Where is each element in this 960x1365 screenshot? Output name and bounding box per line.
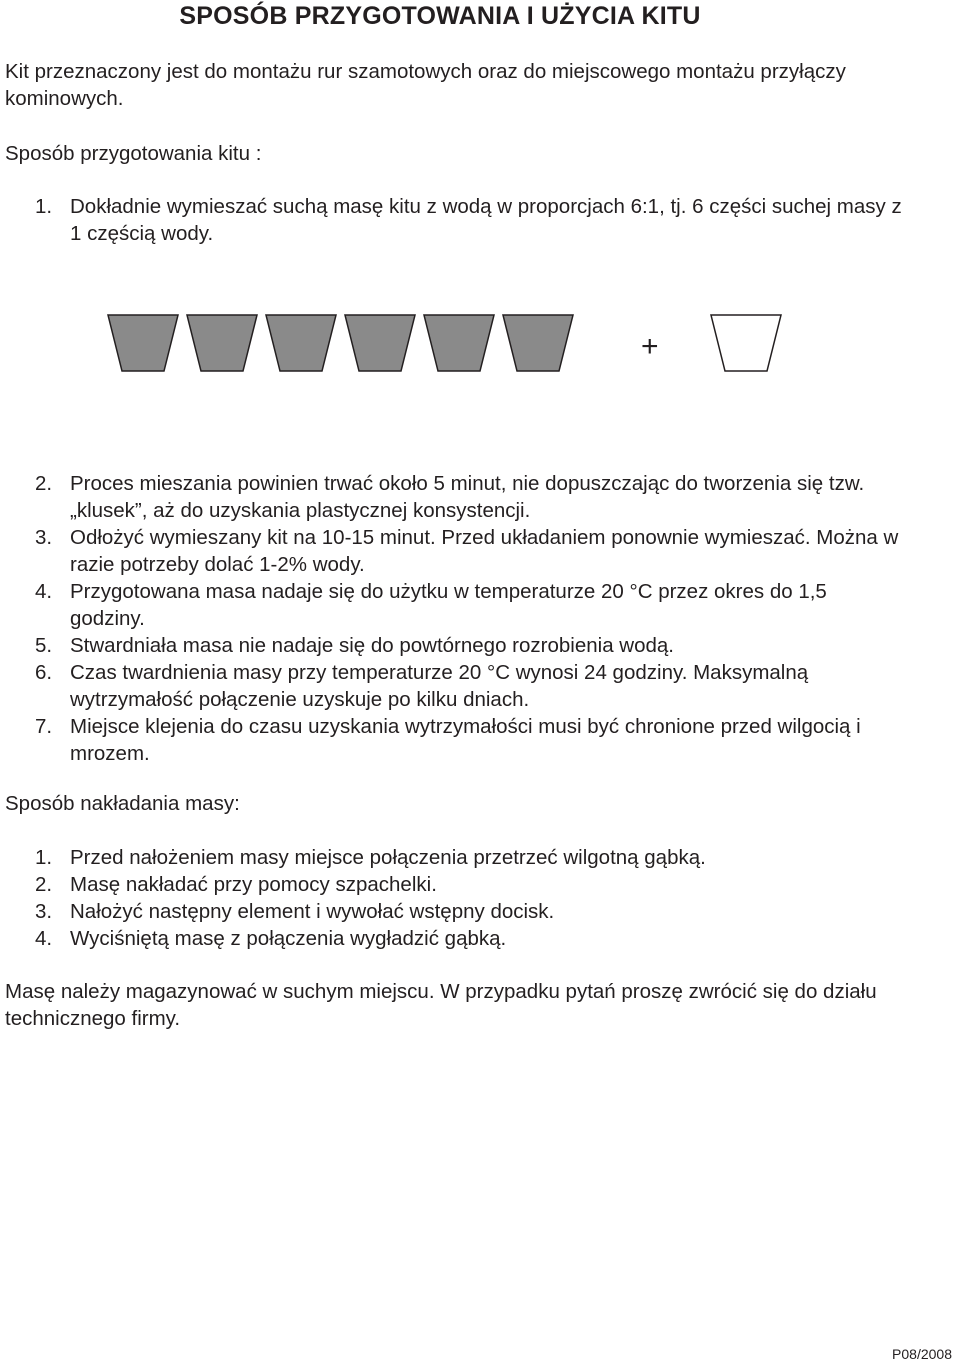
dry-mass-cup-icon: [345, 315, 415, 371]
list-item-text: Nałożyć następny element i wywołać wstępny docisk.: [70, 900, 555, 923]
list-item: [5, 844, 905, 871]
preparation-heading: Sposób przygotowania kitu :: [5, 142, 262, 165]
list-item-number: 2.: [35, 873, 53, 896]
list-item-text: Przygotowana masa nadaje się do użytku w temperaturze 20 °C przez okres do 1,5 godziny.: [70, 580, 827, 630]
dry-mass-cup-icon: [424, 315, 494, 371]
list-item-number: 6.: [35, 661, 53, 684]
list-item: [5, 871, 905, 898]
list-item: [5, 659, 905, 713]
list-item-number: 4.: [35, 580, 53, 603]
list-item-text: Odłożyć wymieszany kit na 10-15 minut. Przed układaniem ponownie wymieszać. Można w razie potrzeby dolać 1-2% wody.: [70, 526, 899, 576]
intro-paragraph: Kit przeznaczony jest do montażu rur szamotowych oraz do miejscowego montażu przyłączy kominowych.: [5, 60, 846, 110]
list-item: [5, 470, 905, 524]
closing-paragraph: Masę należy magazynować w suchym miejscu. W przypadku pytań proszę zwrócić się do działu technicznego firmy.: [5, 980, 877, 1030]
list-item-number: 4.: [35, 927, 53, 950]
list-item: [5, 632, 905, 659]
list-item: [5, 898, 905, 925]
dry-mass-cup-icon: [503, 315, 573, 371]
list-item-text: Dokładnie wymieszać suchą masę kitu z wodą w proporcjach 6:1, tj. 6 części suchej masy z 1 częścią wody.: [70, 195, 902, 245]
list-item-text: Przed nałożeniem masy miejsce połączenia przetrzeć wilgotną gąbką.: [70, 846, 706, 869]
list-item: [5, 713, 905, 767]
list-item-number: 3.: [35, 900, 53, 923]
water-cup-icon: [711, 315, 781, 371]
list-item-text: Stwardniała masa nie nadaje się do powtórnego rozrobienia wodą.: [70, 634, 674, 657]
page-title: SPOSÓB PRZYGOTOWANIA I UŻYCIA KITU: [179, 2, 701, 30]
footer-code: P08/2008: [892, 1346, 952, 1362]
list-item-number: 1.: [35, 846, 53, 869]
preparation-steps-list: [5, 470, 905, 767]
list-item-text: Masę nakładać przy pomocy szpachelki.: [70, 873, 437, 896]
list-item-text: Proces mieszania powinien trwać około 5 minut, nie dopuszczając do tworzenia się tzw. „klusek”, aż do uzyskania plastycznej konsystencji.: [70, 472, 865, 522]
dry-mass-cup-icon: [108, 315, 178, 371]
preparation-step-1: [5, 193, 905, 247]
list-item-number: 3.: [35, 526, 53, 549]
application-heading: Sposób nakładania masy:: [5, 792, 240, 815]
list-item: [5, 925, 905, 952]
list-item: [5, 578, 905, 632]
mix-ratio-diagram: [100, 305, 800, 385]
dry-mass-cup-icon: [187, 315, 257, 371]
application-steps-list: [5, 844, 905, 952]
list-item-number: 5.: [35, 634, 53, 657]
dry-mass-cup-icon: [266, 315, 336, 371]
list-item-number: 7.: [35, 715, 53, 738]
plus-sign: +: [641, 330, 659, 363]
list-item-number: 2.: [35, 472, 53, 495]
list-item-text: Czas twardnienia masy przy temperaturze 20 °C wynosi 24 godziny. Maksymalną wytrzymałość połączenie uzyskuje po kilku dniach.: [70, 661, 809, 711]
list-item: [5, 193, 905, 247]
list-item-text: Wyciśniętą masę z połączenia wygładzić gąbką.: [70, 927, 507, 950]
list-item: [5, 524, 905, 578]
list-item-number: 1.: [35, 195, 53, 218]
list-item-text: Miejsce klejenia do czasu uzyskania wytrzymałości musi być chronione przed wilgocią i mrozem.: [70, 715, 861, 765]
